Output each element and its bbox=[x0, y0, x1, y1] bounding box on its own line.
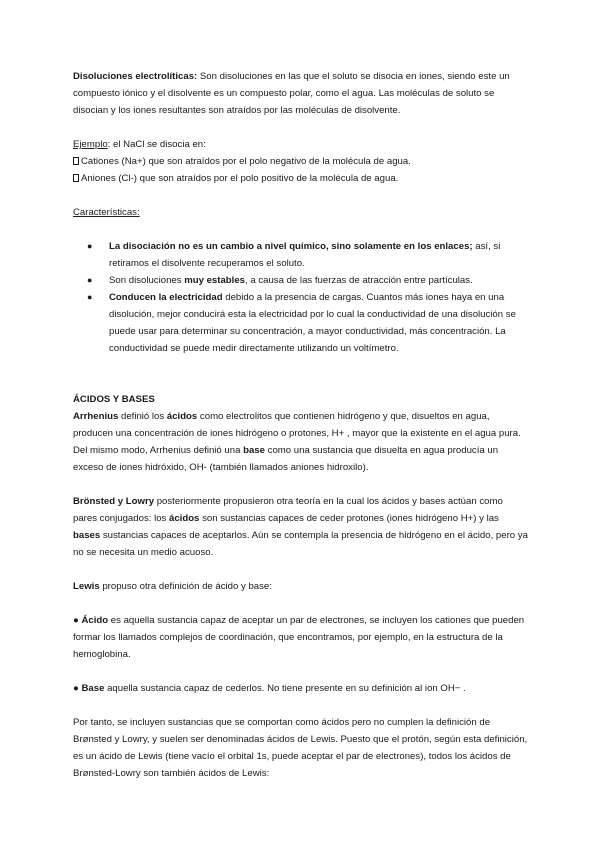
example-text: : el NaCl se disocia en: bbox=[107, 139, 206, 150]
bullet-icon: ● bbox=[73, 615, 79, 626]
base-definition bbox=[73, 680, 528, 697]
item-bold: La disociación no es un cambio a nivel químico, sino solamente en los enlaces; bbox=[109, 241, 473, 252]
arrhenius-t3: como una sustancia que disuelta en agua producía un exceso de iones hidróxido, OH- (también llamados aniones hidroxilo). bbox=[73, 445, 499, 473]
lewis-paragraph bbox=[73, 578, 528, 595]
intro-paragraph bbox=[73, 68, 528, 119]
bullet-icon: ● bbox=[87, 241, 93, 251]
acids-heading bbox=[73, 391, 528, 408]
example-label: Ejemplo bbox=[73, 139, 108, 150]
list-item bbox=[73, 289, 528, 357]
arrhenius-b2: base bbox=[243, 445, 265, 456]
bronsted-t1: posteriormente propusieron otra teoría en la cual los ácidos y bases actúan como pares conjugados: los bbox=[73, 496, 503, 524]
item-bold: Conducen la electricidad bbox=[109, 292, 223, 303]
example-line bbox=[73, 136, 528, 153]
acids-heading-text: ÁCIDOS Y BASES bbox=[73, 394, 155, 405]
item-text: así, si retiramos el disolvente recuperamos el soluto. bbox=[109, 241, 501, 269]
intro-term: Disoluciones electrolíticas: bbox=[73, 71, 198, 82]
arrhenius-t1: definió los bbox=[118, 411, 167, 422]
acid-def-text: es aquella sustancia capaz de aceptar un par de electrones, se incluyen los cationes que pueden formar los llamados complejos de coordinación, que encontramos, por ejemplo, en la estructura de la hemoglobina. bbox=[73, 615, 525, 660]
acid-definition bbox=[73, 612, 528, 663]
bronsted-paragraph bbox=[73, 493, 528, 561]
characteristics-heading: Características: bbox=[73, 207, 140, 218]
arrhenius-t2: como electrolitos que contienen hidrógeno y que, disueltos en agua, producen una concentración de iones hidrógeno o protones, H+ , mayor que la existente en el agua pura. Del mismo modo, Arrhenius definió una bbox=[73, 411, 521, 456]
bronsted-t2: son sustancias capaces de ceder protones (iones hidrógeno H+) y las bbox=[199, 513, 499, 524]
bullet-icon: ● bbox=[87, 275, 93, 285]
bronsted-name: Brönsted y Lowry bbox=[73, 496, 155, 507]
list-item bbox=[73, 272, 528, 289]
arrhenius-paragraph bbox=[73, 408, 528, 476]
base-def-text: aquella sustancia capaz de cederlos. No tiene presente en su definición al ion OH− . bbox=[104, 683, 466, 694]
example-anions bbox=[73, 170, 528, 187]
item-bold: muy estables bbox=[184, 275, 245, 286]
example-anions-text: Aniones (Cl-) que son atraídos por el polo positivo de la molécula de agua. bbox=[81, 173, 399, 184]
arrhenius-name: Arrhenius bbox=[73, 411, 119, 422]
bronsted-b2: bases bbox=[73, 530, 101, 541]
arrhenius-b1: ácidos bbox=[166, 411, 198, 422]
checkbox-glyph-icon bbox=[73, 174, 79, 182]
characteristics-list bbox=[73, 238, 528, 357]
lewis-name: Lewis bbox=[73, 581, 100, 592]
base-def-term: Base bbox=[81, 683, 105, 694]
lewis-text: propuso otra definición de ácido y base: bbox=[99, 581, 272, 592]
bullet-icon: ● bbox=[73, 683, 79, 694]
item-text: debido a la presencia de cargas. Cuantos más iones haya en una disolución, mejor conducirá esta la electricidad por lo cual la conductividad de una disolución se puede usar para determinar su concentración, a mayor conductividad, más concentración. La conductividad se puede medir directamente utilizando un voltímetro. bbox=[109, 292, 516, 354]
example-cations-text: Cationes (Na+) que son atraídos por el polo negativo de la molécula de agua. bbox=[81, 156, 411, 167]
item-pre: Son disoluciones bbox=[109, 275, 185, 286]
conclusion-paragraph: Por tanto, se incluyen sustancias que se comportan como ácidos pero no cumplen la definición de Brønsted y Lowry, y suelen ser denominadas ácidos de Lewis. Puesto que el protón, según esta definición, es un ácido de Lewis (tiene vacío el orbital 1s, puede aceptar el par de electrones), todos los ácidos de Brønsted-Lowry son también ácidos de Lewis: bbox=[73, 717, 528, 779]
list-item bbox=[73, 238, 528, 272]
example-cations bbox=[73, 153, 528, 170]
item-text: , a causa de las fuerzas de atracción entre partículas. bbox=[245, 275, 473, 286]
bronsted-t3: sustancias capaces de aceptarlos. Aún se contempla la presencia de hidrógeno en el ácido, pero ya no se necesita un medio acuoso. bbox=[73, 530, 528, 558]
bronsted-b1: ácidos bbox=[169, 513, 200, 524]
intro-text: Son disoluciones en las que el soluto se disocia en iones, siendo este un compuesto iónico y el disolvente es un compuesto polar, como el agua. Las moléculas de soluto se disocian y los iones resultantes son atraídos por las moléculas de disolvente. bbox=[73, 71, 510, 116]
acid-def-term: Ácido bbox=[81, 615, 109, 626]
document-page bbox=[73, 68, 528, 782]
checkbox-glyph-icon bbox=[73, 157, 79, 165]
bullet-icon: ● bbox=[87, 292, 93, 302]
